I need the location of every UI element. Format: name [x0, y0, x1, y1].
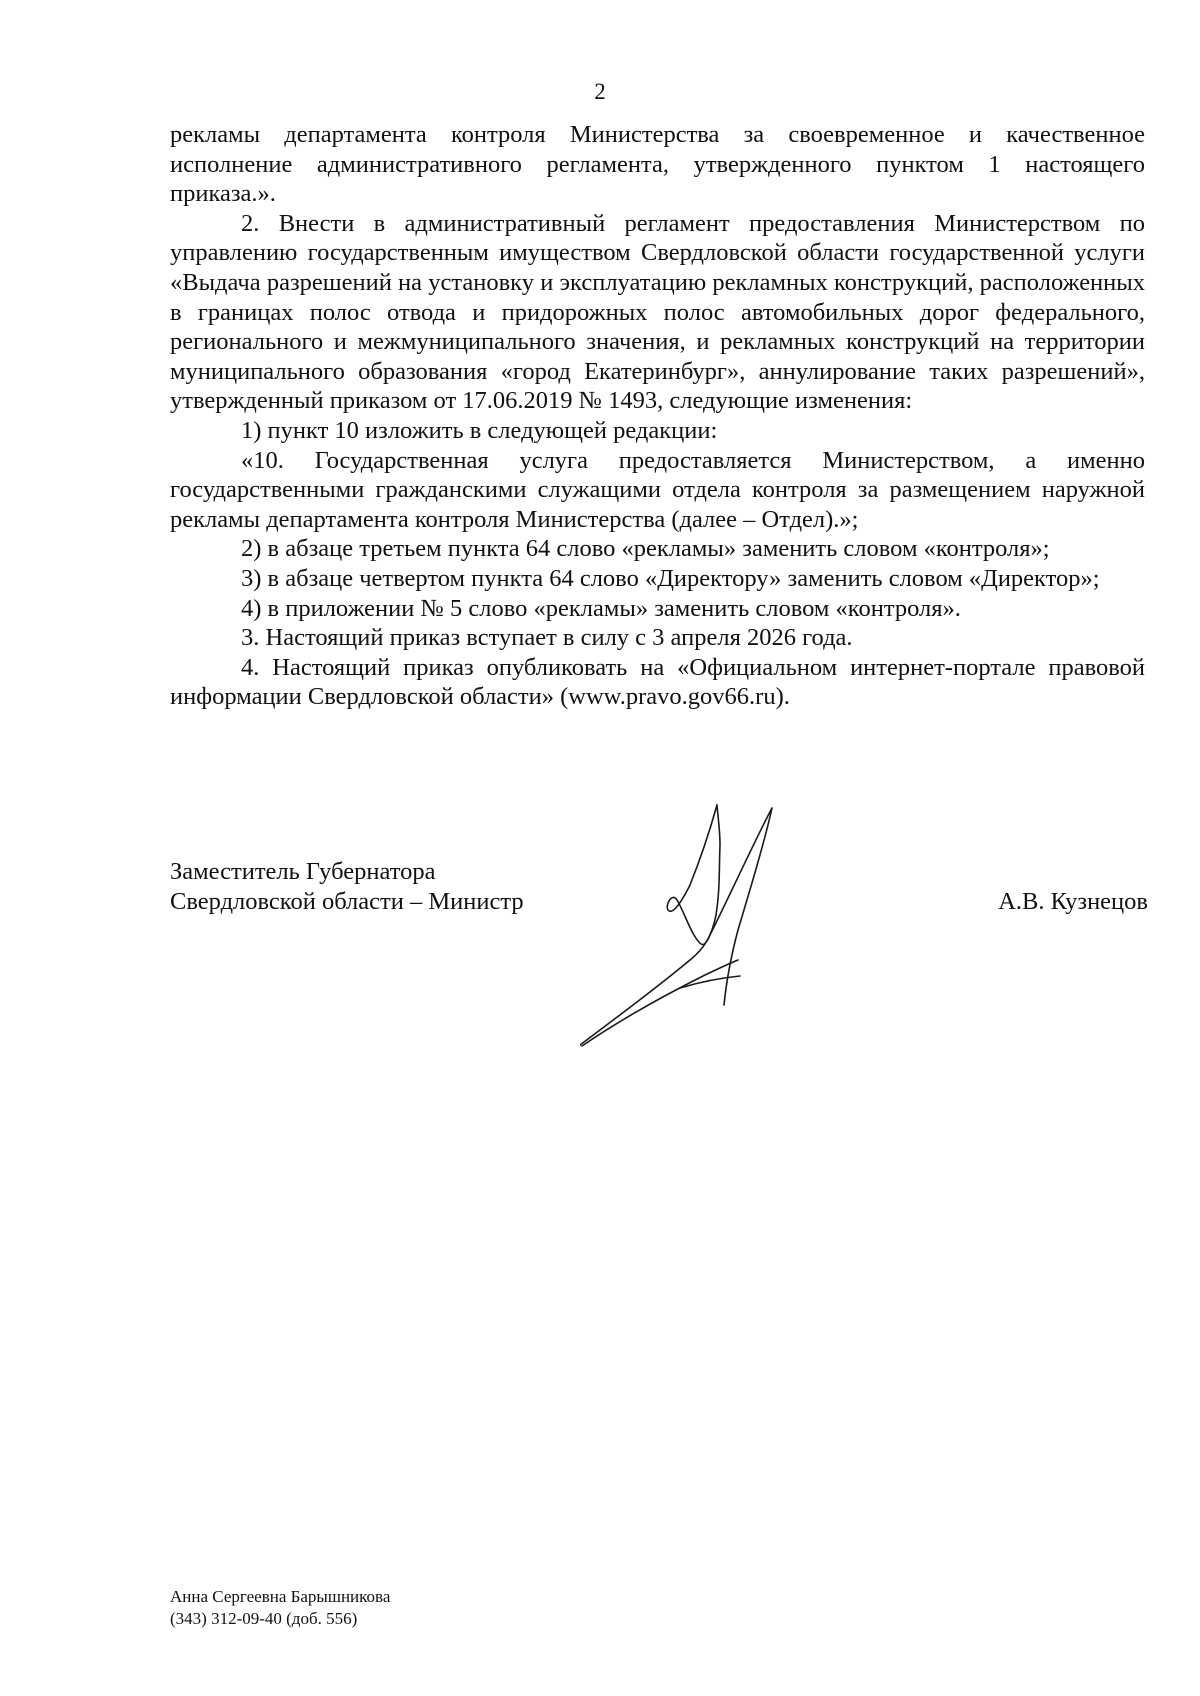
- signatory-position-line1: Заместитель Губернатора: [170, 858, 436, 885]
- paragraph-item-4: 4. Настоящий приказ опубликовать на «Официальном интернет-портале правовой информации Свердловской области» (www.pravo.gov66.ru).: [170, 653, 1145, 711]
- page-number: 2: [594, 79, 606, 104]
- paragraph-subitem-2: 2) в абзаце третьем пункта 64 слово «рекламы» заменить словом «контроля»;: [241, 535, 1050, 563]
- document-body: [170, 120, 1145, 712]
- executor-phone: (343) 312-09-40 (доб. 556): [170, 1609, 358, 1628]
- paragraph-subitem-4: 4) в приложении № 5 слово «рекламы» заменить словом «контроля».: [241, 594, 961, 622]
- paragraph-subitem-1: 1) пункт 10 изложить в следующей редакции:: [241, 416, 718, 444]
- paragraph-item-2: 2. Внести в административный регламент предоставления Министерством по управлению государственным имуществом Свердловской области государственной услуги «Выдача разрешений на установку и эксплуатацию рекламных конструкций, расположенных в границах полос отвода и придорожных полос автомобильных дорог федерального, регионального и межмуниципального значения, и рекламных конструкций на территории муниципального образования «город Екатеринбург», аннулирование таких разрешений», утвержденный приказом от 17.06.2019 № 1493, следующие изменения:: [170, 209, 1145, 415]
- signatory-position: [170, 857, 524, 917]
- paragraph-quoted-item-10: «10. Государственная услуга предоставляется Министерством, а именно государственными гражданскими служащими отдела контроля за размещением наружной рекламы департамента контроля Министерства (далее – Отдел).»;: [170, 446, 1145, 533]
- signatory-name: А.В. Кузнецов: [998, 888, 1148, 915]
- paragraph-item-3: 3. Настоящий приказ вступает в силу с 3 апреля 2026 года.: [241, 624, 853, 652]
- paragraph-subitem-3: 3) в абзаце четвертом пункта 64 слово «Директору» заменить словом «Директор»;: [241, 564, 1100, 592]
- handwritten-signature: [580, 800, 820, 1050]
- paragraph-continuation: рекламы департамента контроля Министерства за своевременное и качественное исполнение административного регламента, утвержденного пунктом 1 настоящего приказа.».: [170, 121, 1145, 208]
- executor-name: Анна Сергеевна Барышникова: [170, 1587, 391, 1606]
- signatory-position-line2: Свердловской области – Министр: [170, 888, 524, 915]
- executor-info: [170, 1586, 390, 1630]
